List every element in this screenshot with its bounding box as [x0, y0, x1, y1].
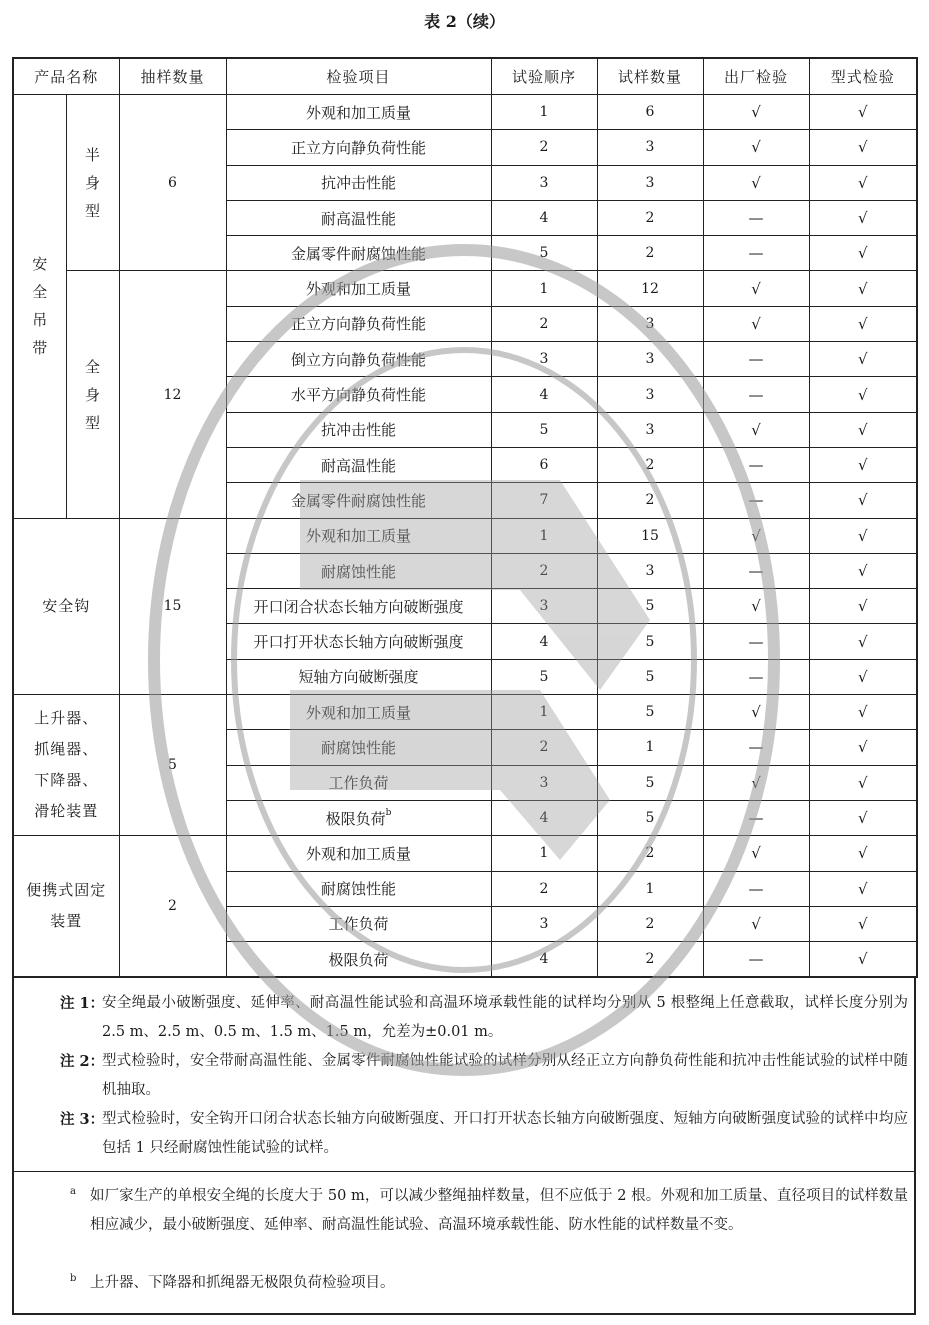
cell-order: 4 — [491, 200, 597, 235]
cell-item — [226, 342, 491, 377]
cell-qty: 3 — [597, 306, 703, 341]
product-name: 安全钩 — [42, 596, 91, 615]
cell-order: 4 — [491, 624, 597, 659]
cell-qty: 3 — [597, 130, 703, 165]
item-text: 抗冲击性能 — [321, 174, 397, 193]
cell-type: √ — [809, 483, 917, 518]
notes-section — [12, 976, 916, 1172]
item-text: 外观和加工质量 — [306, 280, 412, 299]
item-text: 极限负荷 — [328, 950, 389, 969]
item-text: 耐高温性能 — [321, 209, 397, 228]
cell-sample: 6 — [119, 95, 226, 271]
cell-product-hook — [13, 518, 119, 694]
cell-type: √ — [809, 518, 917, 553]
cell-factory: √ — [703, 306, 809, 341]
header-item: 检验项目 — [226, 58, 491, 95]
cell-product-portable — [13, 836, 119, 978]
cell-item — [226, 447, 491, 482]
footnote-a — [60, 1182, 908, 1240]
cell-qty: 3 — [597, 553, 703, 588]
half-name: 半身型 — [84, 145, 100, 220]
header-qty: 试样数量 — [597, 58, 703, 95]
header-sample: 抽样数量 — [119, 58, 226, 95]
harness-name: 安全吊带 — [32, 255, 48, 358]
item-text: 外观和加工质量 — [306, 103, 412, 122]
note-2 — [60, 1047, 908, 1105]
cell-item — [226, 695, 491, 730]
item-text: 正立方向静负荷性能 — [291, 138, 427, 157]
cell-item — [226, 165, 491, 200]
cell-type: √ — [809, 800, 917, 835]
item-text: 正立方向静负荷性能 — [291, 315, 427, 334]
cell-item — [226, 130, 491, 165]
header-row — [13, 58, 917, 95]
cell-type: √ — [809, 236, 917, 271]
header-type: 型式检验 — [809, 58, 917, 95]
cell-type: √ — [809, 377, 917, 412]
full-name: 全身型 — [84, 357, 100, 432]
cell-qty: 2 — [597, 236, 703, 271]
cell-order: 2 — [491, 553, 597, 588]
cell-factory: — — [703, 447, 809, 482]
cell-sample: 5 — [119, 695, 226, 836]
cell-type: √ — [809, 906, 917, 941]
cell-order: 2 — [491, 306, 597, 341]
item-text: 金属零件耐腐蚀性能 — [291, 491, 427, 510]
cell-order: 5 — [491, 236, 597, 271]
item-text: 耐腐蚀性能 — [321, 738, 397, 757]
item-text: 耐腐蚀性能 — [321, 880, 397, 899]
cell-item — [226, 271, 491, 306]
header-order: 试验顺序 — [491, 58, 597, 95]
cell-sample: 2 — [119, 836, 226, 978]
cell-factory: √ — [703, 165, 809, 200]
cell-item — [226, 306, 491, 341]
cell-qty: 3 — [597, 342, 703, 377]
cell-qty: 5 — [597, 765, 703, 800]
item-text: 水平方向静负荷性能 — [291, 386, 427, 405]
cell-qty: 12 — [597, 271, 703, 306]
cell-order: 4 — [491, 942, 597, 978]
cell-order: 5 — [491, 659, 597, 694]
cell-factory: √ — [703, 906, 809, 941]
footnote-b — [60, 1269, 908, 1298]
cell-type: √ — [809, 765, 917, 800]
cell-subtype-half — [66, 95, 119, 271]
cell-item — [226, 730, 491, 765]
cell-sample: 12 — [119, 271, 226, 518]
cell-factory: √ — [703, 518, 809, 553]
cell-order: 2 — [491, 871, 597, 906]
cell-order: 1 — [491, 836, 597, 871]
item-text: 金属零件耐腐蚀性能 — [291, 244, 427, 263]
cell-factory: — — [703, 236, 809, 271]
cell-item — [226, 871, 491, 906]
product-name-line: 滑轮装置 — [34, 802, 99, 821]
note-text: 安全绳最小破断强度、延伸率、耐高温性能试验和高温环境承载性能的试样均分别从 5 根整绳上任意截取，试样长度分别为 2.5 m、2.5 m、0.5 m、1.5 m、1.5 m，允差为±0.01 m。 — [102, 995, 908, 1040]
cell-order: 1 — [491, 695, 597, 730]
cell-item — [226, 483, 491, 518]
item-text: 工作负荷 — [328, 774, 389, 793]
cell-item — [226, 95, 491, 130]
table-row — [13, 518, 917, 553]
cell-type: √ — [809, 553, 917, 588]
item-text: 倒立方向静负荷性能 — [291, 350, 427, 369]
cell-type: √ — [809, 659, 917, 694]
cell-factory: — — [703, 553, 809, 588]
note-text: 型式检验时，安全带耐高温性能、金属零件耐腐蚀性能试验的试样分别从经正立方向静负荷性能和抗冲击性能试验的试样中随机抽取。 — [102, 1053, 908, 1098]
header-factory: 出厂检验 — [703, 58, 809, 95]
footnote-mark: b — [70, 1273, 77, 1284]
product-name-line: 装置 — [50, 912, 83, 931]
product-name-line: 下降器、 — [34, 771, 99, 790]
cell-qty: 5 — [597, 695, 703, 730]
footnote-mark: a — [70, 1186, 76, 1197]
cell-qty: 15 — [597, 518, 703, 553]
cell-type: √ — [809, 589, 917, 624]
cell-factory: — — [703, 942, 809, 978]
cell-factory: — — [703, 342, 809, 377]
cell-item — [226, 659, 491, 694]
footnote-text: 如厂家生产的单根安全绳的长度大于 50 m，可以减少整绳抽样数量，但不应低于 2 根。外观和加工质量、直径项目的试样数量相应减少，最小破断强度、延伸率、耐高温性能试验、高温环境承载性能、防水性能的试样数量不变。 — [90, 1188, 908, 1233]
product-name-line: 便携式固定 — [26, 881, 107, 900]
cell-item — [226, 765, 491, 800]
cell-qty: 1 — [597, 730, 703, 765]
item-text: 外观和加工质量 — [306, 527, 412, 546]
cell-factory: √ — [703, 271, 809, 306]
cell-product-ascender — [13, 695, 119, 836]
cell-order: 7 — [491, 483, 597, 518]
cell-order: 4 — [491, 800, 597, 835]
cell-order: 4 — [491, 377, 597, 412]
cell-factory: √ — [703, 765, 809, 800]
cell-qty: 3 — [597, 377, 703, 412]
cell-qty: 2 — [597, 906, 703, 941]
cell-item — [226, 589, 491, 624]
cell-item — [226, 377, 491, 412]
footnote-text: 上升器、下降器和抓绳器无极限负荷检验项目。 — [90, 1275, 395, 1291]
cell-factory: — — [703, 483, 809, 518]
item-text: 耐高温性能 — [321, 456, 397, 475]
table-row — [13, 271, 917, 306]
cell-order: 1 — [491, 271, 597, 306]
cell-order: 3 — [491, 342, 597, 377]
cell-type: √ — [809, 200, 917, 235]
product-name-line: 上升器、 — [34, 709, 99, 728]
note-label: 注 2： — [60, 1053, 105, 1070]
item-text: 短轴方向破断强度 — [298, 668, 419, 687]
item-text: 开口打开状态长轴方向破断强度 — [253, 633, 464, 652]
table-title: 表 2（续） — [424, 12, 505, 31]
cell-item — [226, 553, 491, 588]
table-row — [13, 836, 917, 871]
cell-qty: 3 — [597, 412, 703, 447]
item-text: 耐腐蚀性能 — [321, 562, 397, 581]
cell-type: √ — [809, 342, 917, 377]
note-text: 型式检验时，安全钩开口闭合状态长轴方向破断强度、开口打开状态长轴方向破断强度、短轴方向破断强度试验的试样中均应包括 1 只经耐腐蚀性能试验的试样。 — [102, 1111, 908, 1156]
cell-type: √ — [809, 130, 917, 165]
cell-qty: 2 — [597, 942, 703, 978]
cell-qty: 5 — [597, 589, 703, 624]
cell-type: √ — [809, 730, 917, 765]
cell-order: 3 — [491, 765, 597, 800]
cell-item — [226, 942, 491, 978]
cell-type: √ — [809, 942, 917, 978]
item-text: 外观和加工质量 — [306, 844, 412, 863]
cell-factory: — — [703, 377, 809, 412]
cell-item — [226, 624, 491, 659]
cell-item — [226, 906, 491, 941]
inspection-table — [12, 57, 918, 978]
item-text: 开口闭合状态长轴方向破断强度 — [253, 597, 464, 616]
note-label: 注 3： — [60, 1111, 105, 1128]
cell-order: 2 — [491, 130, 597, 165]
table-body — [13, 95, 917, 978]
cell-order: 1 — [491, 95, 597, 130]
cell-qty: 1 — [597, 871, 703, 906]
cell-type: √ — [809, 165, 917, 200]
cell-qty: 2 — [597, 836, 703, 871]
cell-type: √ — [809, 695, 917, 730]
item-text: 极限负荷 — [325, 809, 386, 828]
footnotes-section — [12, 1171, 916, 1315]
cell-qty: 6 — [597, 95, 703, 130]
table-row — [13, 695, 917, 730]
cell-factory: √ — [703, 589, 809, 624]
note-label: 注 1： — [60, 995, 105, 1012]
item-text: 抗冲击性能 — [321, 421, 397, 440]
cell-sample: 15 — [119, 518, 226, 694]
item-text: 外观和加工质量 — [306, 703, 412, 722]
cell-type: √ — [809, 271, 917, 306]
note-1 — [60, 989, 908, 1047]
cell-factory: — — [703, 200, 809, 235]
cell-qty: 3 — [597, 165, 703, 200]
header-product: 产品名称 — [13, 58, 119, 95]
cell-order: 1 — [491, 518, 597, 553]
cell-factory: √ — [703, 412, 809, 447]
cell-type: √ — [809, 836, 917, 871]
table-row — [13, 95, 917, 130]
cell-qty: 2 — [597, 447, 703, 482]
cell-type: √ — [809, 871, 917, 906]
cell-qty: 5 — [597, 624, 703, 659]
cell-item — [226, 836, 491, 871]
cell-factory: — — [703, 624, 809, 659]
cell-factory: — — [703, 871, 809, 906]
cell-product-harness — [13, 95, 66, 519]
cell-type: √ — [809, 306, 917, 341]
cell-type: √ — [809, 624, 917, 659]
cell-order: 3 — [491, 906, 597, 941]
cell-qty: 5 — [597, 800, 703, 835]
cell-factory: — — [703, 659, 809, 694]
item-text: 工作负荷 — [328, 915, 389, 934]
note-3 — [60, 1105, 908, 1163]
cell-factory: √ — [703, 695, 809, 730]
cell-factory: √ — [703, 836, 809, 871]
cell-type: √ — [809, 447, 917, 482]
cell-item — [226, 412, 491, 447]
cell-qty: 2 — [597, 483, 703, 518]
cell-qty: 2 — [597, 200, 703, 235]
cell-factory: √ — [703, 95, 809, 130]
cell-order: 3 — [491, 165, 597, 200]
cell-item — [226, 800, 491, 835]
cell-item — [226, 236, 491, 271]
footnote-ref: b — [385, 807, 392, 818]
product-name-line: 抓绳器、 — [34, 740, 99, 759]
cell-order: 5 — [491, 412, 597, 447]
cell-subtype-full — [66, 271, 119, 518]
cell-item — [226, 200, 491, 235]
cell-factory: √ — [703, 130, 809, 165]
cell-item — [226, 518, 491, 553]
cell-order: 3 — [491, 589, 597, 624]
cell-order: 6 — [491, 447, 597, 482]
cell-qty: 5 — [597, 659, 703, 694]
cell-type: √ — [809, 95, 917, 130]
cell-factory: — — [703, 800, 809, 835]
cell-type: √ — [809, 412, 917, 447]
cell-order: 2 — [491, 730, 597, 765]
cell-factory: — — [703, 730, 809, 765]
